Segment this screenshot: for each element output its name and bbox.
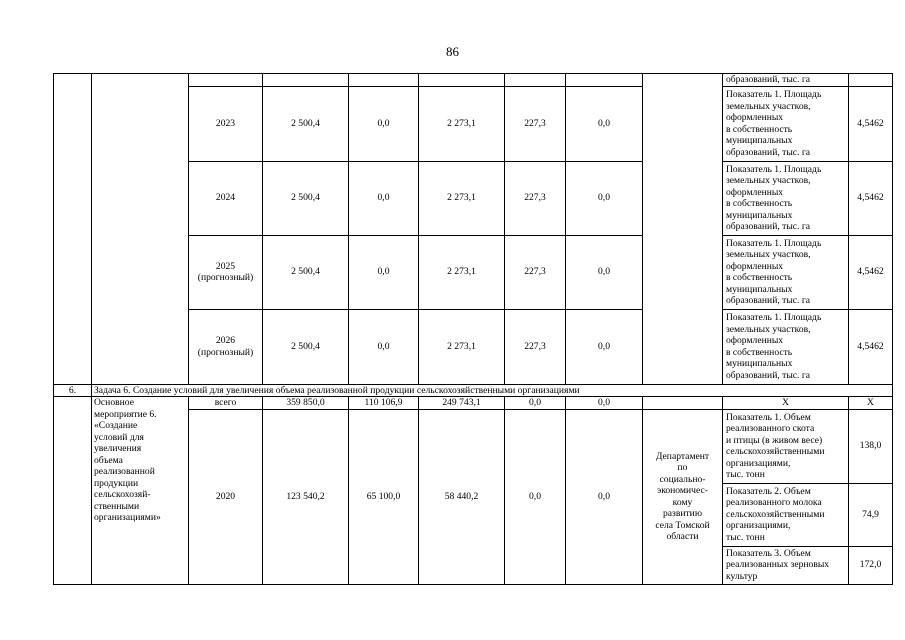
year-cell: 2020 [189, 409, 263, 584]
federal-cell: 65 100,0 [349, 409, 419, 584]
indicator-cell: Показатель 2. Объем реализованного молока сельскохозяйственными организациями, тыс. тонн [723, 483, 849, 546]
year-cell: 2023 [189, 86, 263, 161]
department-name: Департамент по социально- экономичес- кому развитию села Томской области [643, 409, 723, 584]
department-cell-empty [643, 397, 723, 410]
regional-cell: 2 273,1 [419, 235, 505, 309]
federal-cell: 110 106,9 [349, 397, 419, 410]
indicator-cell: Показатель 1. Площадь земельных участков, оформленных в собственность муниципальных образований, тыс. га [723, 161, 849, 235]
total-cell: 2 500,4 [263, 309, 349, 384]
measure-cell-empty [92, 74, 189, 385]
local-cell: 227,3 [505, 309, 566, 384]
other-cell: 0,0 [566, 397, 643, 410]
continuation-row [54, 74, 893, 87]
regional-cell: 2 273,1 [419, 161, 505, 235]
page-number: 86 [446, 44, 459, 59]
year-cell: 2025 (прогнозный) [189, 235, 263, 309]
task-number: 6. [54, 384, 92, 397]
regional-cell: 2 273,1 [419, 309, 505, 384]
federal-cell: 0,0 [349, 161, 419, 235]
local-cell: 227,3 [505, 235, 566, 309]
num-cell-empty [54, 74, 92, 385]
indicator-value: Х [849, 397, 893, 410]
indicator-value: 4,5462 [849, 309, 893, 384]
indicator-value: 4,5462 [849, 86, 893, 161]
total-cell: 2 500,4 [263, 161, 349, 235]
federal-cell: 0,0 [349, 235, 419, 309]
num-cell-empty [54, 397, 92, 585]
local-cell: 227,3 [505, 86, 566, 161]
total-row [54, 397, 893, 410]
indicator-cell: Показатель 1. Объем реализованного скота и птицы (в живом весе) сельскохозяйственными организациями, тыс. тонн [723, 409, 849, 483]
indicator-value: 4,5462 [849, 161, 893, 235]
indicator-cell: Х [723, 397, 849, 410]
federal-cell: 0,0 [349, 309, 419, 384]
year-cell: 2024 [189, 161, 263, 235]
other-cell: 0,0 [566, 161, 643, 235]
indicator-value: 74,9 [849, 483, 893, 546]
total-cell: 359 850,0 [263, 397, 349, 410]
indicator-tail: образований, тыс. га [723, 74, 849, 87]
other-cell: 0,0 [566, 235, 643, 309]
total-cell: 2 500,4 [263, 86, 349, 161]
local-cell: 0,0 [505, 409, 566, 584]
regional-cell: 2 273,1 [419, 86, 505, 161]
local-cell: 227,3 [505, 161, 566, 235]
task-title: Задача 6. Создание условий для увеличения объема реализованной продукции сельскохозяйственными организациями [92, 384, 893, 397]
federal-cell: 0,0 [349, 86, 419, 161]
measure-name: Основное мероприятие 6. «Создание условий для увеличения объема реализованной продукции сельскохозяй- ственными организациями» [92, 397, 189, 585]
local-cell: 0,0 [505, 397, 566, 410]
other-cell: 0,0 [566, 409, 643, 584]
indicator-value: 172,0 [849, 546, 893, 584]
indicator-cell: Показатель 1. Площадь земельных участков, оформленных в собственность муниципальных образований, тыс. га [723, 309, 849, 384]
other-cell: 0,0 [566, 309, 643, 384]
indicator-value: 4,5462 [849, 235, 893, 309]
regional-cell: 249 743,1 [419, 397, 505, 410]
other-cell: 0,0 [566, 86, 643, 161]
task-row [54, 384, 893, 397]
indicator-cell: Показатель 1. Площадь земельных участков, оформленных в собственность муниципальных образований, тыс. га [723, 235, 849, 309]
indicator-cell: Показатель 3. Объем реализованных зерновых культур [723, 546, 849, 584]
total-cell: 123 540,2 [263, 409, 349, 584]
indicator-value: 138,0 [849, 409, 893, 483]
regional-cell: 58 440,2 [419, 409, 505, 584]
year-cell: 2026 (прогнозный) [189, 309, 263, 384]
indicator-cell: Показатель 1. Площадь земельных участков, оформленных в собственность муниципальных образований, тыс. га [723, 86, 849, 161]
department-cell-empty [643, 74, 723, 385]
total-cell: 2 500,4 [263, 235, 349, 309]
total-row-label: всего [189, 397, 263, 410]
program-table [53, 73, 893, 585]
